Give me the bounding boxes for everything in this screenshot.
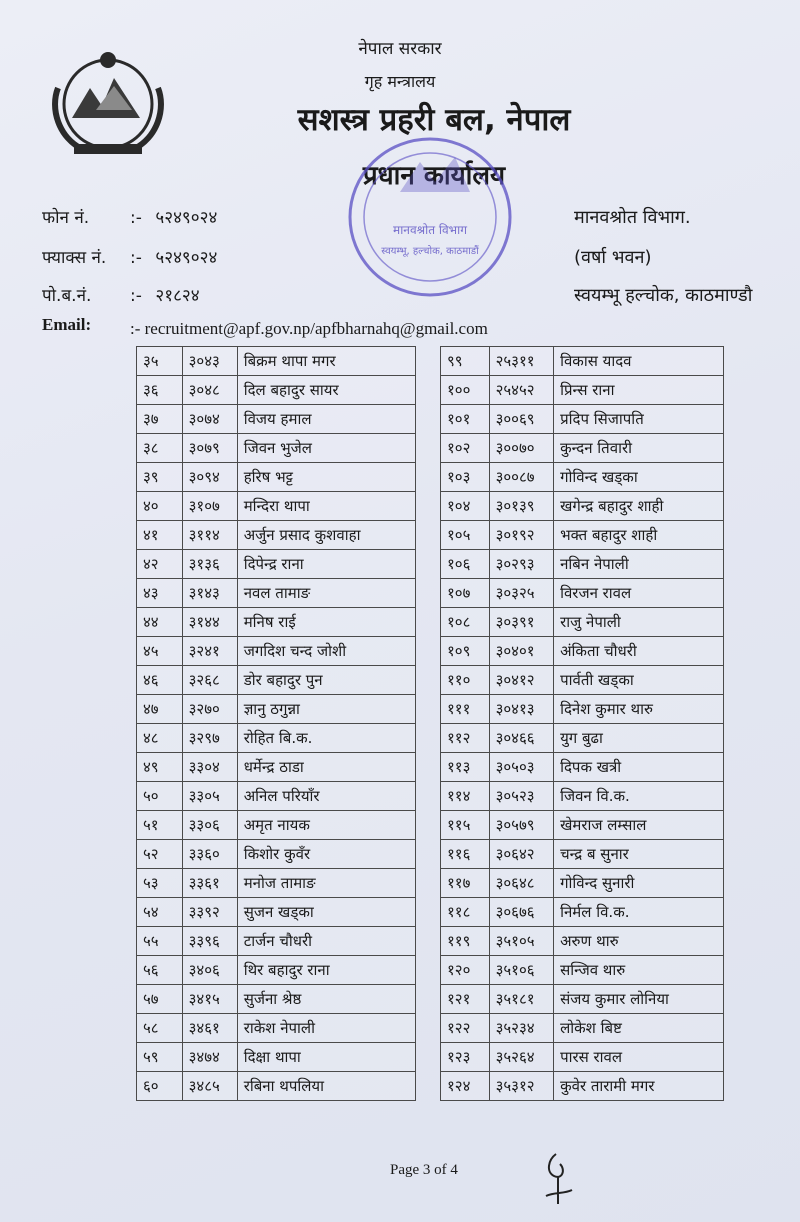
table-row <box>441 579 724 608</box>
roll-number-cell: ३५१८१ <box>489 985 554 1014</box>
table-row <box>137 724 416 753</box>
roll-number-cell: ३४७४ <box>182 1043 237 1072</box>
serial-cell: १०२ <box>441 434 490 463</box>
candidate-name-cell: ज्ञानु ठगुन्ना <box>237 695 415 724</box>
candidate-name-cell: थिर बहादुर राना <box>237 956 415 985</box>
roll-number-cell: ३५३१२ <box>489 1072 554 1101</box>
table-row <box>441 666 724 695</box>
table-row <box>137 405 416 434</box>
serial-cell: १०१ <box>441 405 490 434</box>
roll-number-cell: ३०४३ <box>182 347 237 376</box>
stamp-place-text: स्वयम्भू, हल्चोक, काठमाडौं <box>381 246 479 257</box>
phone-value: ५२४९०२४ <box>155 208 218 228</box>
serial-cell: ४६ <box>137 666 183 695</box>
roll-number-cell: ३०५७९ <box>489 811 554 840</box>
roll-number-cell: ३३९२ <box>182 898 237 927</box>
candidate-name-cell: दिपक खत्री <box>554 753 724 782</box>
serial-cell: १०५ <box>441 521 490 550</box>
serial-cell: ५३ <box>137 869 183 898</box>
candidate-name-cell: किशोर कुवँर <box>237 840 415 869</box>
serial-cell: १२० <box>441 956 490 985</box>
roll-number-cell: ३२४१ <box>182 637 237 666</box>
serial-cell: १२३ <box>441 1043 490 1072</box>
table-row <box>137 811 416 840</box>
serial-cell: ३६ <box>137 376 183 405</box>
candidate-name-cell: विजय हमाल <box>237 405 415 434</box>
candidate-name-cell: विकास यादव <box>554 347 724 376</box>
table-row <box>137 579 416 608</box>
candidate-name-cell: दिपेन्द्र राना <box>237 550 415 579</box>
table-row <box>137 666 416 695</box>
roll-number-cell: ३०७९ <box>182 434 237 463</box>
candidate-name-cell: रबिना थपलिया <box>237 1072 415 1101</box>
serial-cell: ५१ <box>137 811 183 840</box>
pobox-label: पो.ब.नं. <box>42 286 92 306</box>
table-row <box>441 840 724 869</box>
table-row <box>137 608 416 637</box>
table-row <box>441 1072 724 1101</box>
table-row <box>137 869 416 898</box>
serial-cell: ४८ <box>137 724 183 753</box>
table-row <box>441 898 724 927</box>
office-location: स्वयम्भू हल्चोक, काठमाण्डौ <box>574 285 753 306</box>
candidate-name-cell: दिक्षा थापा <box>237 1043 415 1072</box>
candidate-name-cell: दिनेश कुमार थारु <box>554 695 724 724</box>
serial-cell: ४३ <box>137 579 183 608</box>
candidate-name-cell: पारस रावल <box>554 1043 724 1072</box>
candidate-name-cell: प्रिन्स राना <box>554 376 724 405</box>
serial-cell: १०९ <box>441 637 490 666</box>
table-row <box>441 695 724 724</box>
dept-name: मानवश्रोत विभाग. <box>574 207 691 228</box>
table-row <box>441 434 724 463</box>
serial-cell: ४० <box>137 492 183 521</box>
candidate-name-cell: मनोज तामाङ <box>237 869 415 898</box>
roll-number-cell: ३०९४ <box>182 463 237 492</box>
roll-number-cell: २५३११ <box>489 347 554 376</box>
candidate-name-cell: दिल बहादुर सायर <box>237 376 415 405</box>
roll-number-cell: ३०२९३ <box>489 550 554 579</box>
table-row <box>441 376 724 405</box>
serial-cell: १०६ <box>441 550 490 579</box>
serial-cell: ११२ <box>441 724 490 753</box>
roll-number-cell: ३०३९१ <box>489 608 554 637</box>
candidate-name-cell: जगदिश चन्द जोशी <box>237 637 415 666</box>
roll-number-cell: ३५२३४ <box>489 1014 554 1043</box>
roll-number-cell: ३१०७ <box>182 492 237 521</box>
table-row <box>441 463 724 492</box>
candidate-name-cell: सुजन खड्का <box>237 898 415 927</box>
candidate-name-cell: रोहित बि.क. <box>237 724 415 753</box>
table-row <box>441 956 724 985</box>
serial-cell: ११९ <box>441 927 490 956</box>
serial-cell: ११४ <box>441 782 490 811</box>
serial-cell: ४१ <box>137 521 183 550</box>
roll-number-cell: ३५१०५ <box>489 927 554 956</box>
table-row <box>137 1014 416 1043</box>
roll-number-cell: ३०४१३ <box>489 695 554 724</box>
candidate-name-cell: चन्द्र ब सुनार <box>554 840 724 869</box>
candidate-name-cell: खगेन्द्र बहादुर शाही <box>554 492 724 521</box>
roll-number-cell: ३१४३ <box>182 579 237 608</box>
fax-line <box>42 245 217 268</box>
candidate-name-cell: बिक्रम थापा मगर <box>237 347 415 376</box>
building-name: (वर्षा भवन) <box>574 247 652 268</box>
serial-cell: ६० <box>137 1072 183 1101</box>
table-row <box>441 608 724 637</box>
roll-number-cell: ३२९७ <box>182 724 237 753</box>
roll-number-cell: ३४०६ <box>182 956 237 985</box>
candidate-name-cell: संजय कुमार लोनिया <box>554 985 724 1014</box>
candidate-name-cell: जिवन वि.क. <box>554 782 724 811</box>
phone-line <box>42 205 217 228</box>
table-row <box>137 898 416 927</box>
table-row <box>441 782 724 811</box>
roll-number-cell: ३३९६ <box>182 927 237 956</box>
candidate-name-cell: अरुण थारु <box>554 927 724 956</box>
table-row <box>441 550 724 579</box>
roll-number-cell: ३३०६ <box>182 811 237 840</box>
table-row <box>441 1014 724 1043</box>
roll-number-cell: ३५२६४ <box>489 1043 554 1072</box>
candidate-name-cell: जिवन भुजेल <box>237 434 415 463</box>
candidate-name-cell: गोविन्द सुनारी <box>554 869 724 898</box>
table-row <box>137 927 416 956</box>
serial-cell: ४७ <box>137 695 183 724</box>
candidate-name-cell: निर्मल वि.क. <box>554 898 724 927</box>
table-row <box>137 637 416 666</box>
roll-number-cell: ३००८७ <box>489 463 554 492</box>
stamp-dept-text: मानवश्रोत विभाग <box>393 223 467 237</box>
candidate-name-cell: अर्जुन प्रसाद कुशवाहा <box>237 521 415 550</box>
candidate-name-cell: कुवेर तारामी मगर <box>554 1072 724 1101</box>
table-row <box>441 637 724 666</box>
serial-cell: ४९ <box>137 753 183 782</box>
roll-number-cell: ३४१५ <box>182 985 237 1014</box>
roll-number-cell: ३०४१२ <box>489 666 554 695</box>
table-row <box>137 985 416 1014</box>
candidate-name-cell: मनिष राई <box>237 608 415 637</box>
table-row <box>137 840 416 869</box>
roll-number-cell: ३०६७६ <box>489 898 554 927</box>
serial-cell: ५७ <box>137 985 183 1014</box>
roll-number-cell: ३०५२३ <box>489 782 554 811</box>
roll-number-cell: ३०७४ <box>182 405 237 434</box>
serial-cell: ११० <box>441 666 490 695</box>
serial-cell: ५६ <box>137 956 183 985</box>
table-row <box>137 463 416 492</box>
candidate-name-cell: लोकेश बिष्ट <box>554 1014 724 1043</box>
table-row <box>137 492 416 521</box>
serial-cell: ४५ <box>137 637 183 666</box>
roll-number-cell: ३३६१ <box>182 869 237 898</box>
table-row <box>441 811 724 840</box>
organization-title: सशस्त्र प्रहरी बल, नेपाल <box>297 102 571 138</box>
serial-cell: १०३ <box>441 463 490 492</box>
table-row <box>137 376 416 405</box>
serial-cell: ११७ <box>441 869 490 898</box>
candidate-name-cell: धर्मेन्द्र ठाडा <box>237 753 415 782</box>
serial-cell: १०४ <box>441 492 490 521</box>
serial-cell: १०० <box>441 376 490 405</box>
serial-cell: ११६ <box>441 840 490 869</box>
serial-cell: ३७ <box>137 405 183 434</box>
table-row <box>137 521 416 550</box>
roll-number-cell: ३००६९ <box>489 405 554 434</box>
serial-cell: ५२ <box>137 840 183 869</box>
roll-number-cell: ३०४०१ <box>489 637 554 666</box>
table-row <box>137 550 416 579</box>
serial-cell: ४२ <box>137 550 183 579</box>
serial-cell: १०८ <box>441 608 490 637</box>
pobox-sep: :- <box>130 286 142 306</box>
roll-number-cell: ३३०४ <box>182 753 237 782</box>
table-row <box>137 695 416 724</box>
table-row <box>137 1072 416 1101</box>
roll-number-cell: ३४८५ <box>182 1072 237 1101</box>
serial-cell: १०७ <box>441 579 490 608</box>
roll-number-cell: ३०३२५ <box>489 579 554 608</box>
table-row <box>137 753 416 782</box>
roll-number-cell: ३००७० <box>489 434 554 463</box>
candidate-name-cell: पार्वती खड्का <box>554 666 724 695</box>
pobox-value: २१८२४ <box>155 286 200 306</box>
table-row <box>137 782 416 811</box>
candidate-name-cell: कुन्दन तिवारी <box>554 434 724 463</box>
candidate-name-cell: विरजन रावल <box>554 579 724 608</box>
serial-cell: १२१ <box>441 985 490 1014</box>
table-row <box>441 347 724 376</box>
serial-cell: ११५ <box>441 811 490 840</box>
candidate-name-cell: हरिष भट्ट <box>237 463 415 492</box>
ministry-name: गृह मन्त्रालय <box>364 72 436 91</box>
roll-number-cell: २५४५२ <box>489 376 554 405</box>
table-row <box>441 405 724 434</box>
fax-value: ५२४९०२४ <box>155 248 218 268</box>
candidate-name-cell: प्रदिप सिजापति <box>554 405 724 434</box>
roll-number-cell: ३११४ <box>182 521 237 550</box>
candidate-name-cell: राकेश नेपाली <box>237 1014 415 1043</box>
candidate-name-cell: अमृत नायक <box>237 811 415 840</box>
candidate-table-right <box>440 346 724 1101</box>
serial-cell: ९९ <box>441 347 490 376</box>
roll-number-cell: ३१३६ <box>182 550 237 579</box>
table-row <box>137 347 416 376</box>
candidate-name-cell: नवल तामाङ <box>237 579 415 608</box>
roll-number-cell: ३०१९२ <box>489 521 554 550</box>
roll-number-cell: ३०४६६ <box>489 724 554 753</box>
serial-cell: १२२ <box>441 1014 490 1043</box>
candidate-name-cell: अनिल परियाँर <box>237 782 415 811</box>
phone-label: फोन नं. <box>42 208 90 228</box>
serial-cell: ५८ <box>137 1014 183 1043</box>
candidate-name-cell: युग बुढा <box>554 724 724 753</box>
serial-cell: ३९ <box>137 463 183 492</box>
table-row <box>441 1043 724 1072</box>
roll-number-cell: ३०५०३ <box>489 753 554 782</box>
table-row <box>441 724 724 753</box>
fax-sep: :- <box>130 248 142 268</box>
email-label: Email: <box>42 315 92 334</box>
roll-number-cell: ३३०५ <box>182 782 237 811</box>
candidate-name-cell: अंकिता चौधरी <box>554 637 724 666</box>
serial-cell: ५४ <box>137 898 183 927</box>
roll-number-cell: ३५१०६ <box>489 956 554 985</box>
roll-number-cell: ३१४४ <box>182 608 237 637</box>
serial-cell: १११ <box>441 695 490 724</box>
candidate-name-cell: टार्जन चौधरी <box>237 927 415 956</box>
roll-number-cell: ३०६४८ <box>489 869 554 898</box>
table-row <box>441 927 724 956</box>
serial-cell: ११३ <box>441 753 490 782</box>
serial-cell: ३८ <box>137 434 183 463</box>
serial-cell: ११८ <box>441 898 490 927</box>
serial-cell: ५५ <box>137 927 183 956</box>
table-row <box>137 434 416 463</box>
office-title: प्रधान कार्यालय <box>362 161 506 191</box>
roll-number-cell: ३२७० <box>182 695 237 724</box>
serial-cell: ५९ <box>137 1043 183 1072</box>
government-name: नेपाल सरकार <box>358 39 442 59</box>
table-row <box>441 492 724 521</box>
fax-label: फ्याक्स नं. <box>42 248 107 268</box>
candidate-name-cell: मन्दिरा थापा <box>237 492 415 521</box>
table-row <box>441 869 724 898</box>
email-value: :- recruitment@apf.gov.np/apfbharnahq@gmail.com <box>130 319 488 338</box>
table-row <box>441 521 724 550</box>
candidate-name-cell: सुर्जना श्रेष्ठ <box>237 985 415 1014</box>
candidate-name-cell: भक्त बहादुर शाही <box>554 521 724 550</box>
candidate-name-cell: सन्जिव थारु <box>554 956 724 985</box>
candidate-name-cell: गोविन्द खड्का <box>554 463 724 492</box>
serial-cell: ४४ <box>137 608 183 637</box>
signature-mark <box>538 1150 578 1210</box>
table-row <box>137 956 416 985</box>
candidate-name-cell: नबिन नेपाली <box>554 550 724 579</box>
serial-cell: १२४ <box>441 1072 490 1101</box>
roll-number-cell: ३४६१ <box>182 1014 237 1043</box>
office-stamp <box>330 122 530 312</box>
candidate-table-left <box>136 346 416 1101</box>
candidate-name-cell: डोर बहादुर पुन <box>237 666 415 695</box>
roll-number-cell: ३०६४२ <box>489 840 554 869</box>
roll-number-cell: ३०१३९ <box>489 492 554 521</box>
phone-sep: :- <box>130 208 142 228</box>
serial-cell: ३५ <box>137 347 183 376</box>
candidate-name-cell: खेमराज लम्साल <box>554 811 724 840</box>
table-row <box>137 1043 416 1072</box>
serial-cell: ५० <box>137 782 183 811</box>
roll-number-cell: ३२६८ <box>182 666 237 695</box>
candidate-name-cell: राजु नेपाली <box>554 608 724 637</box>
pobox-line <box>42 283 200 306</box>
page-number: Page 3 of 4 <box>390 1162 458 1178</box>
table-row <box>441 985 724 1014</box>
roll-number-cell: ३०४८ <box>182 376 237 405</box>
roll-number-cell: ३३६० <box>182 840 237 869</box>
table-row <box>441 753 724 782</box>
